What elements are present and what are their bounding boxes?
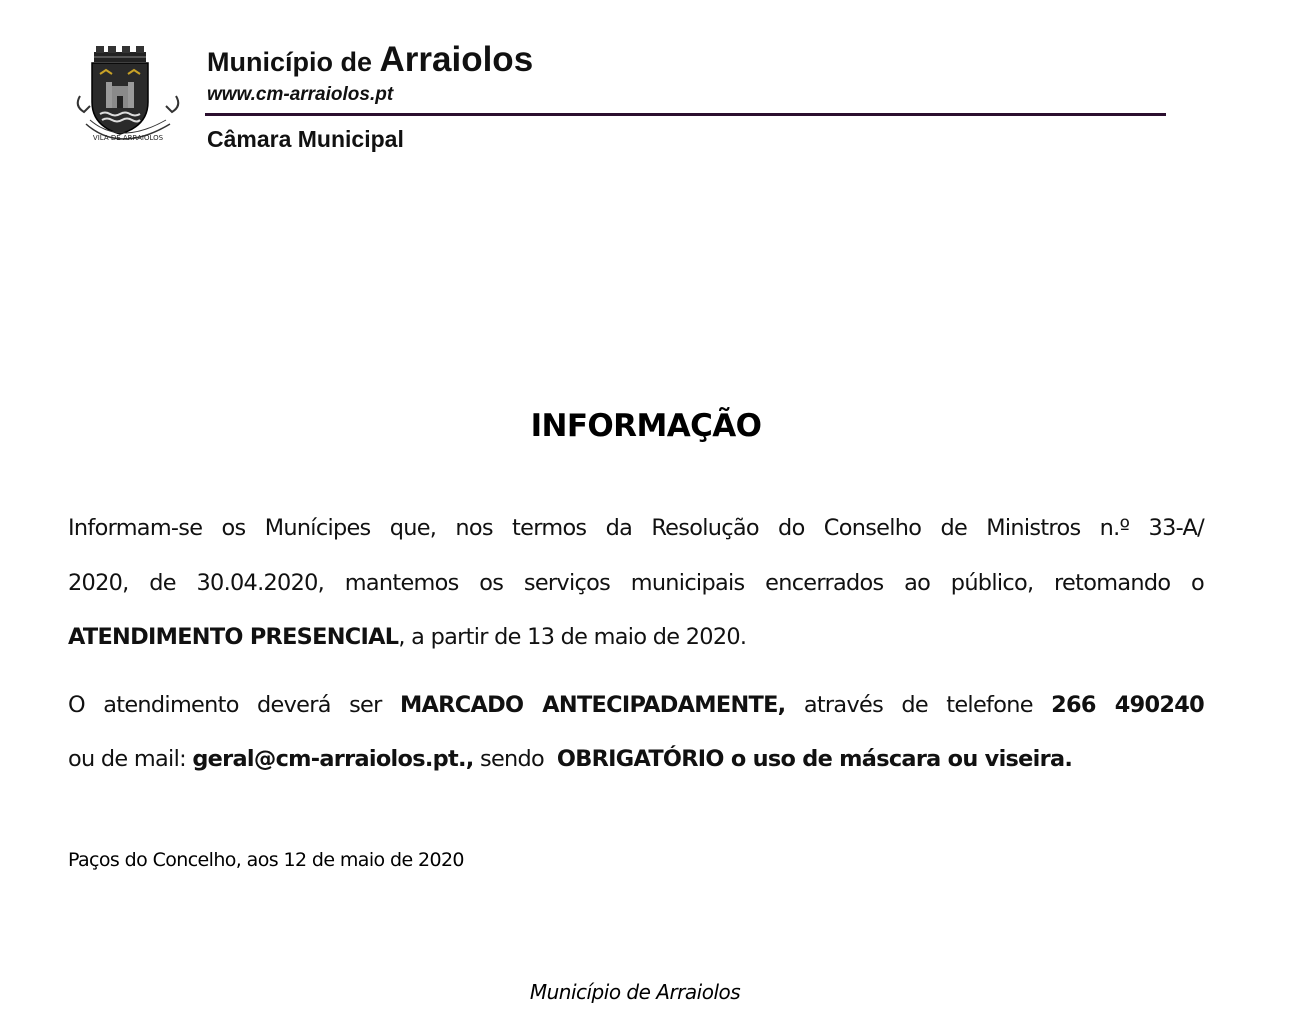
email-address[interactable]: geral@cm-arraiolos.pt., (192, 746, 474, 772)
paragraph-1-line-1: Informam-se os Munícipes que, nos termos da Resolução do Conselho de Ministros n.º 33-A/ (68, 515, 1204, 541)
mask-mandatory: OBRIGATÓRIO o uso de máscara ou viseira. (556, 746, 1073, 772)
municipality-name (207, 40, 533, 80)
paragraph-1-line-2: 2020, de 30.04.2020, mantemos os serviços municipais encerrados ao público, retomando o (68, 570, 1204, 596)
presencial-highlight: ATENDIMENTO PRESENCIAL (68, 624, 399, 650)
paragraph-2-line-2 (68, 746, 1204, 772)
signoff-place-date: Paços do Concelho, aos 12 de maio de 2020 (68, 849, 464, 871)
municipality-main: Arraiolos (379, 40, 534, 79)
website-link[interactable]: www.cm-arraiolos.pt (207, 84, 394, 105)
appointment-required: MARCADO ANTECIPADAMENTE, (399, 692, 786, 718)
notice-title: INFORMAÇÃO (530, 408, 762, 444)
p2-phone-intro: através de telefone (803, 692, 1033, 718)
resume-date-text: , a partir de 13 de maio de 2020. (398, 624, 747, 650)
paragraph-2-line-1 (68, 692, 1204, 718)
p2-intro: O atendimento deverá ser (68, 692, 382, 718)
department-name: Câmara Municipal (207, 126, 404, 152)
footer-signature: Município de Arraiolos (529, 980, 741, 1004)
municipal-crest-logo (72, 44, 184, 148)
p2-mail-intro: ou de mail: (68, 746, 193, 772)
header-divider (205, 113, 1166, 116)
p2-sendo: sendo (473, 746, 557, 772)
paragraph-1-line-3 (68, 624, 1204, 650)
crest-motto: VILA DE ARRAIOLOS (92, 134, 164, 142)
phone-number[interactable]: 266 490240 (1051, 692, 1205, 718)
municipality-prefix: Município de (207, 47, 380, 77)
